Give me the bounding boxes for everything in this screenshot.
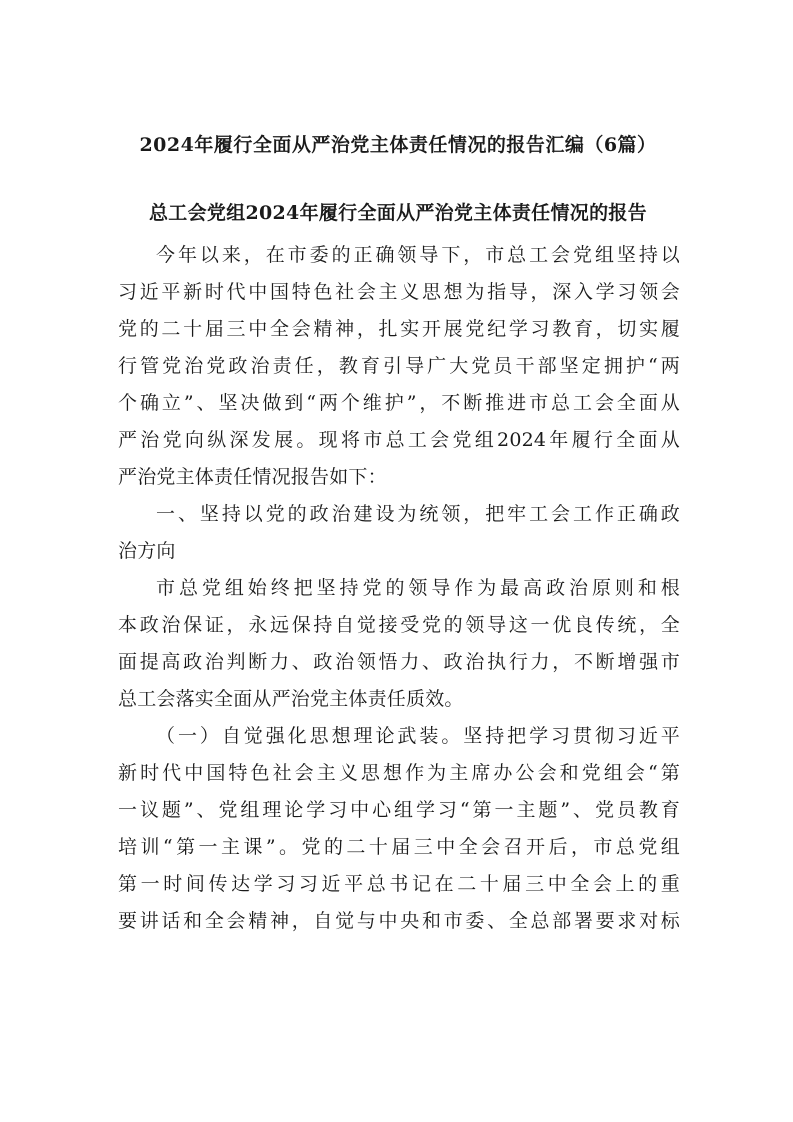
document-title: 2024年履行全面从严治党主体责任情况的报告汇编（6篇）	[139, 134, 657, 156]
report-title: 总工会党组2024年履行全面从严治党主体责任情况的报告	[149, 202, 647, 224]
paragraph-line: 市总党组始终把坚持党的领导作为最高政治原则和根	[156, 577, 680, 599]
paragraph-line: 严治党主体责任情况报告如下：	[118, 466, 387, 488]
paragraph-line: 习近平新时代中国特色社会主义思想为指导，深入学习领会	[118, 281, 680, 303]
paragraph-line: 党的二十届三中全会精神，扎实开展党纪学习教育，切实履	[118, 318, 680, 340]
paragraph-line: 第一时间传达学习习近平总书记在二十届三中全会上的重	[118, 873, 680, 895]
section-heading-line: 一、坚持以党的政治建设为统领，把牢工会工作正确政	[156, 503, 680, 525]
report-body	[118, 237, 680, 940]
paragraph-line: 新时代中国特色社会主义思想作为主席办公会和党组会“第	[118, 762, 680, 784]
paragraph-line: 本政治保证，永远保持自觉接受党的领导这一优良传统，全	[118, 614, 680, 636]
paragraph-line: 行管党治党政治责任，教育引导广大党员干部坚定拥护“两	[118, 355, 680, 377]
paragraph-line: 一议题”、党组理论学习中心组学习“第一主题”、党员教育	[118, 799, 680, 821]
paragraph-line: 个确立”、坚决做到“两个维护”，不断推进市总工会全面从	[118, 392, 680, 414]
paragraph-line: 培训“第一主课”。党的二十届三中全会召开后，市总党组	[118, 836, 680, 858]
paragraph-line: （一）自觉强化思想理论武装。坚持把学习贯彻习近平	[156, 725, 680, 747]
section-heading-line: 治方向	[118, 540, 176, 562]
paragraph-line: 总工会落实全面从严治党主体责任质效。	[118, 688, 464, 710]
paragraph-line: 严治党向纵深发展。现将市总工会党组2024年履行全面从	[118, 429, 680, 451]
paragraph-line: 要讲话和全会精神，自觉与中央和市委、全总部署要求对标	[118, 910, 680, 932]
paragraph-line: 面提高政治判断力、政治领悟力、政治执行力，不断增强市	[118, 651, 680, 673]
paragraph-line: 今年以来，在市委的正确领导下，市总工会党组坚持以	[156, 244, 680, 266]
